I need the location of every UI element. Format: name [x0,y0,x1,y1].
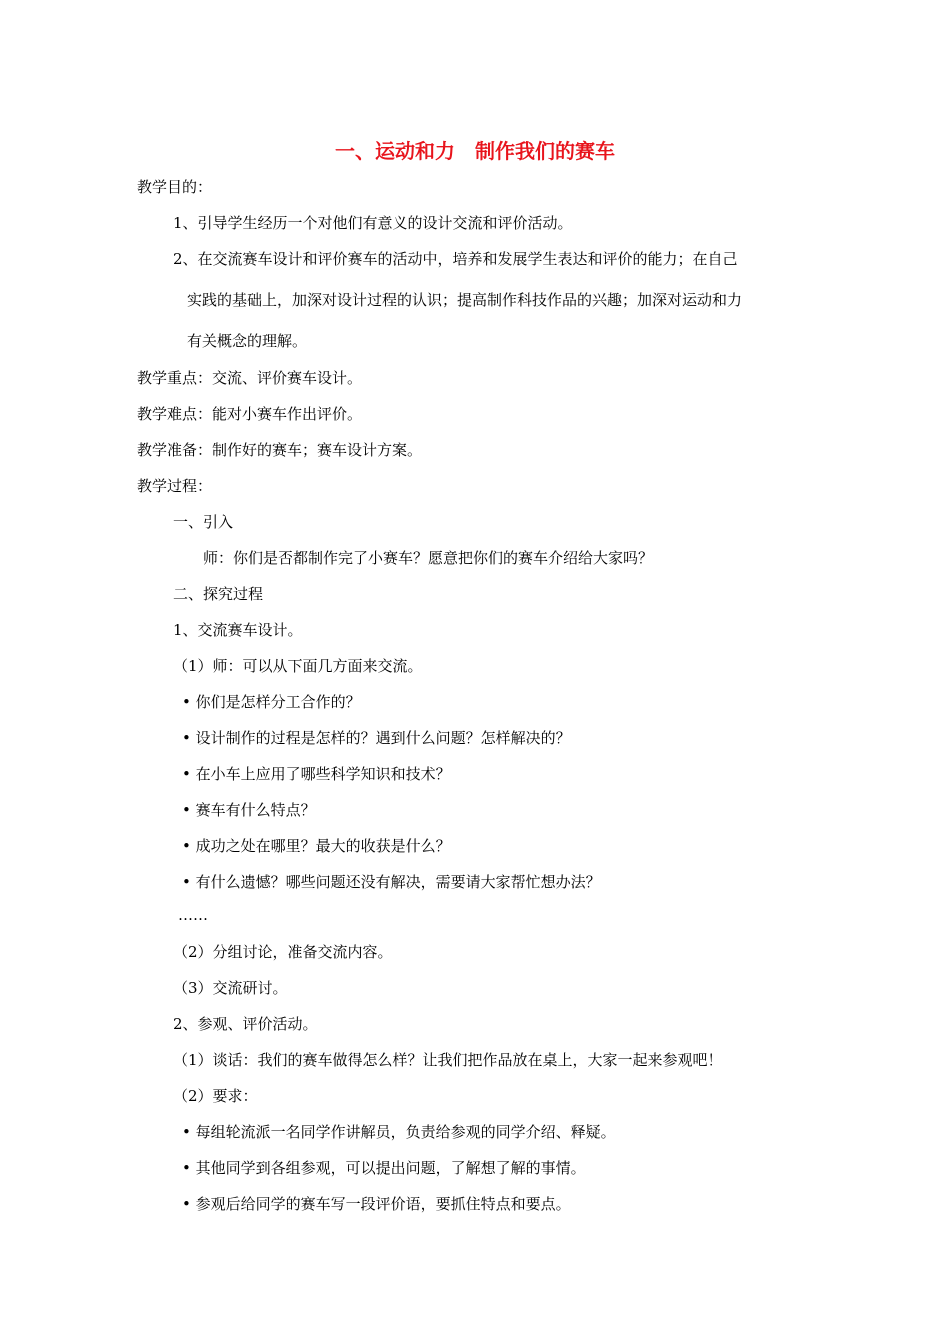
objective-item-continued: 有关概念的理解。 [187,332,308,350]
bullet-item: • 设计制作的过程是怎样的？遇到什么问题？怎样解决的？ [182,729,571,747]
bullet-item: • 成功之处在哪里？最大的收获是什么？ [182,837,451,855]
bullet-item: • 有什么遗憾？哪些问题还没有解决，需要请大家帮忙想办法？ [182,873,601,891]
bullet-item: • 每组轮流派一名同学作讲解员，负责给参观的同学介绍、释疑。 [182,1123,616,1141]
bullet-item: • 参观后给同学的赛车写一段评价语，要抓住特点和要点。 [182,1195,571,1213]
sub-step-item: （3）交流研讨。 [173,979,288,997]
objective-item: 1、引导学生经历一个对他们有意义的设计交流和评价活动。 [173,214,573,232]
section-heading-process: 教学过程： [137,477,213,495]
teaching-preparation: 教学准备：制作好的赛车；赛车设计方案。 [137,441,423,459]
section-heading-objectives: 教学目的： [137,178,213,196]
bullet-item: • 赛车有什么特点？ [182,801,316,819]
ellipsis: …… [178,906,208,924]
teacher-line: 师：你们是否都制作完了小赛车？愿意把你们的赛车介绍给大家吗？ [203,549,654,567]
sub-step-heading: 2、参观、评价活动。 [173,1015,318,1033]
sub-step-item: （2）要求： [173,1087,258,1105]
bullet-item: • 其他同学到各组参观，可以提出问题，了解想了解的事情。 [182,1159,586,1177]
teaching-difficulty: 教学难点：能对小赛车作出评价。 [137,405,363,423]
bullet-item: • 你们是怎样分工合作的？ [182,693,361,711]
sub-step-item: （2）分组讨论，准备交流内容。 [173,943,393,961]
objective-item-continued: 实践的基础上，加深对设计过程的认识；提高制作科技作品的兴趣；加深对运动和力 [187,291,743,309]
bullet-item: • 在小车上应用了哪些科学知识和技术？ [182,765,451,783]
objective-item: 2、在交流赛车设计和评价赛车的活动中，培养和发展学生表达和评价的能力；在自己 [173,250,738,268]
process-step-heading: 二、探究过程 [173,585,264,603]
teaching-focus: 教学重点：交流、评价赛车设计。 [137,369,363,387]
sub-step-item: （1）师：可以从下面几方面来交流。 [173,657,423,675]
sub-step-item: （1）谈话：我们的赛车做得怎么样？让我们把作品放在桌上，大家一起来参观吧！ [173,1051,723,1069]
process-step-heading: 一、引入 [173,513,234,531]
page-title: 一、运动和力 制作我们的赛车 [335,139,615,163]
sub-step-heading: 1、交流赛车设计。 [173,621,303,639]
